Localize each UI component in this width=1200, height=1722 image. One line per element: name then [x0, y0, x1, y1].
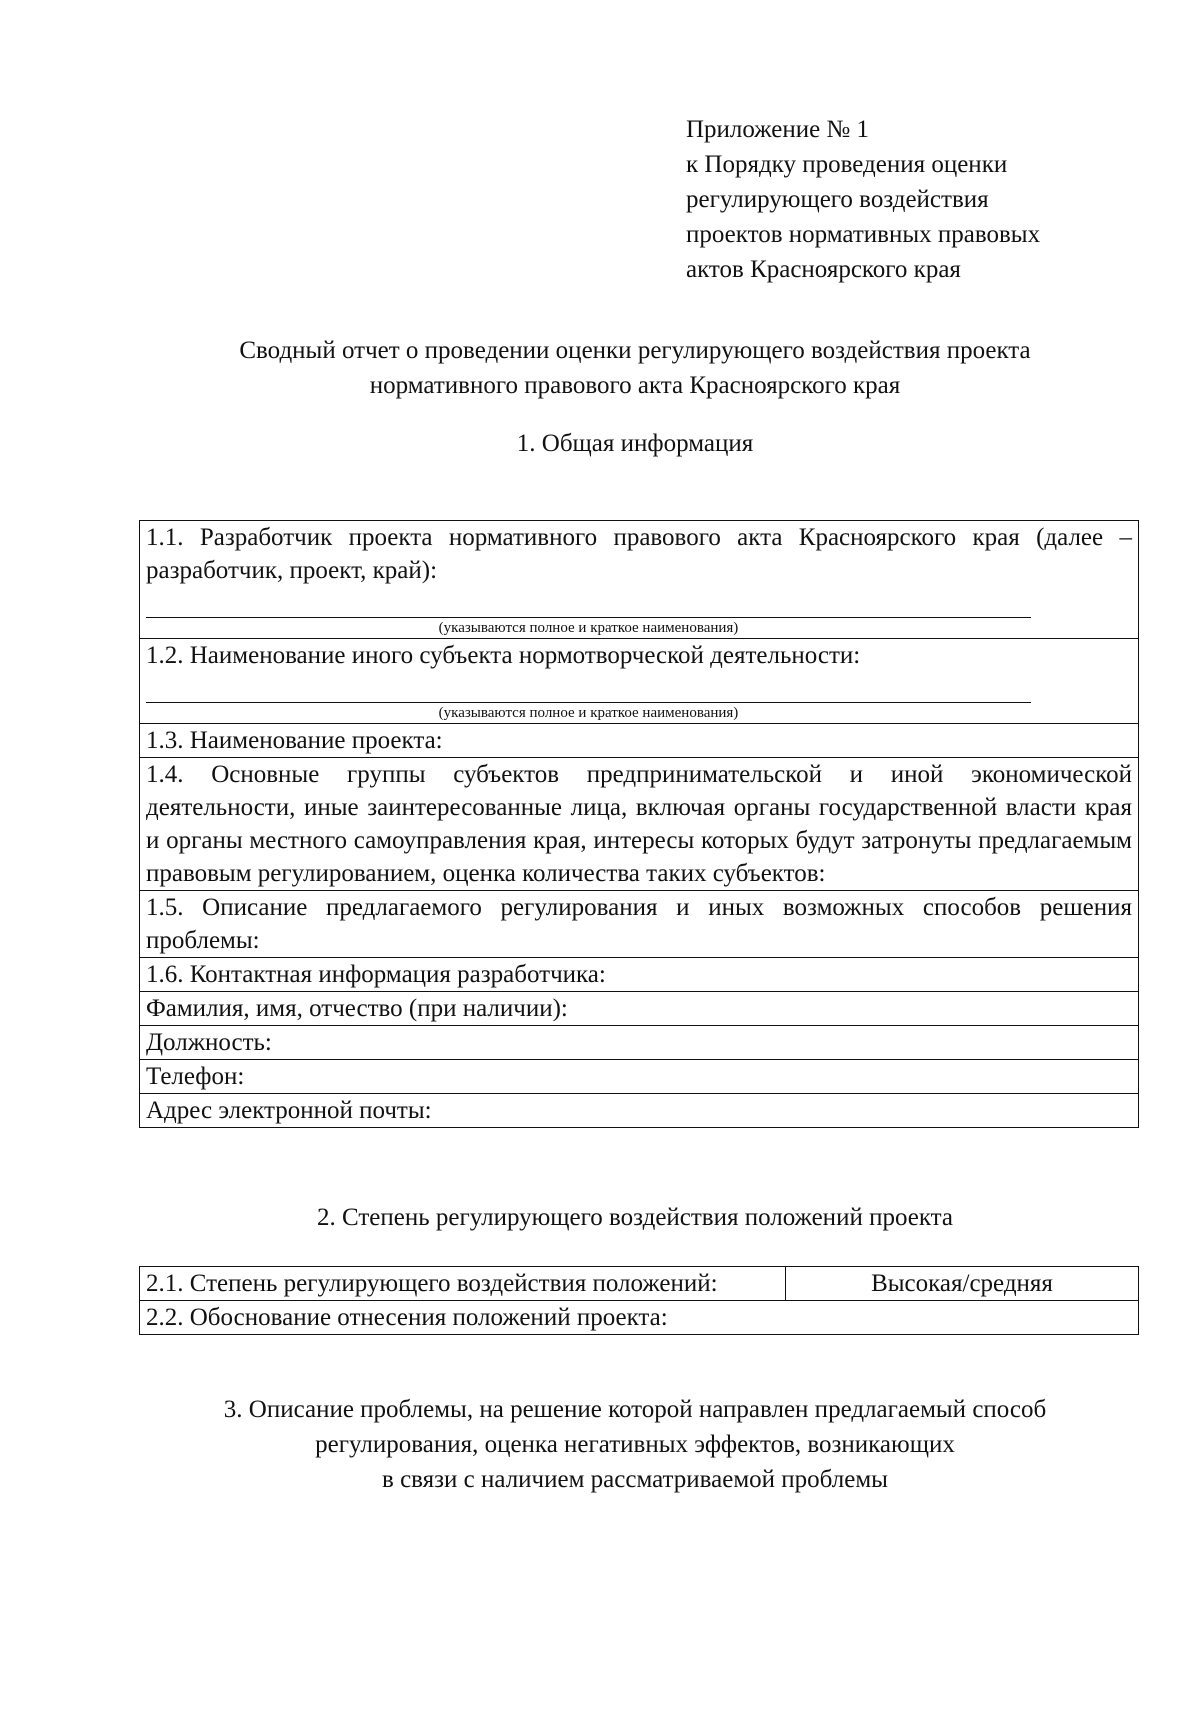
row-phone: Телефон: — [140, 1060, 1139, 1094]
table-row — [140, 1026, 1139, 1060]
row-1-2-label: 1.2. Наименование иного субъекта нормотворческой деятельности: — [146, 642, 861, 669]
row-position: Должность: — [140, 1026, 1139, 1060]
table-row — [140, 724, 1139, 758]
title-line: нормативного правового акта Красноярского края — [369, 372, 901, 399]
section2-heading: 2. Степень регулирующего воздействия положений проекта — [316, 1204, 953, 1231]
general-info-table — [139, 520, 1139, 1128]
section3-line: 3. Описание проблемы, на решение которой направлен предлагаемый способ — [223, 1396, 1047, 1423]
fill-line — [146, 672, 1031, 703]
row-2-1: 2.1. Степень регулирующего воздействия положений: — [140, 1267, 786, 1301]
appendix-line: к Порядку проведения оценки — [686, 151, 1008, 178]
hint-text: (указываются полное и краткое наименования) — [438, 620, 739, 636]
table-row — [140, 958, 1139, 992]
row-1-2 — [140, 639, 1139, 724]
table-row — [140, 891, 1139, 958]
row-1-3: 1.3. Наименование проекта: — [140, 724, 1139, 758]
row-1-6: 1.6. Контактная информация разработчика: — [140, 958, 1139, 992]
hint-text: (указываются полное и краткое наименования) — [438, 705, 739, 721]
table-row — [140, 1094, 1139, 1128]
document-title — [100, 333, 1170, 403]
table-row — [140, 758, 1139, 891]
row-1-1 — [140, 521, 1139, 639]
row-1-1-label: 1.1. Разработчик проекта нормативного правового акта Красноярского края (далее – разработчик, проект, край): — [146, 524, 1132, 584]
table-row — [140, 1267, 1139, 1301]
row-email: Адрес электронной почты: — [140, 1094, 1139, 1128]
appendix-header — [686, 112, 1040, 287]
appendix-line: регулирующего воздействия — [686, 186, 989, 213]
table-row — [140, 992, 1139, 1026]
table-row — [140, 1301, 1139, 1335]
table-row — [140, 1060, 1139, 1094]
section3-heading — [100, 1392, 1170, 1497]
appendix-line: Приложение № 1 — [686, 116, 870, 143]
section3-line: в связи с наличием рассматриваемой проблемы — [382, 1466, 888, 1493]
row-1-4: 1.4. Основные группы субъектов предпринимательской и иной экономической деятельности, иные заинтересованные лица, включая органы государственной власти края и органы местного самоуправления края, интересы которых будут затронуты предлагаемым правовым регулированием, оценка количества таких субъектов: — [140, 758, 1139, 891]
appendix-line: проектов нормативных правовых — [686, 221, 1041, 248]
fill-line — [146, 587, 1031, 618]
row-2-1-value: Высокая/средняя — [786, 1267, 1139, 1301]
title-line: Сводный отчет о проведении оценки регулирующего воздействия проекта — [239, 337, 1031, 364]
regulation-degree-table — [139, 1266, 1139, 1335]
section3-line: регулирования, оценка негативных эффектов, возникающих — [315, 1431, 955, 1458]
row-1-5: 1.5. Описание предлагаемого регулирования и иных возможных способов решения проблемы: — [140, 891, 1139, 958]
table-row — [140, 521, 1139, 639]
row-fio: Фамилия, имя, отчество (при наличии): — [140, 992, 1139, 1026]
row-2-2: 2.2. Обоснование отнесения положений проекта: — [140, 1301, 1139, 1335]
section1-heading: 1. Общая информация — [516, 430, 754, 457]
table-row — [140, 639, 1139, 724]
appendix-line: актов Красноярского края — [686, 256, 961, 283]
